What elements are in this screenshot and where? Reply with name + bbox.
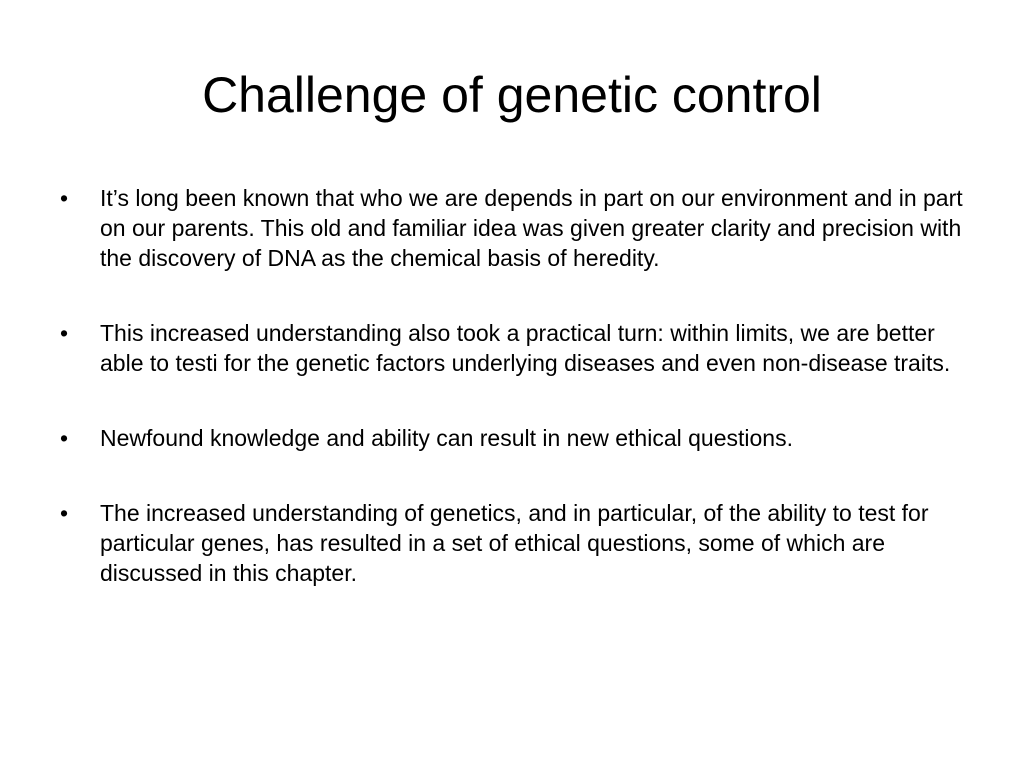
bullet-icon: •	[60, 500, 69, 526]
bullet-item	[58, 498, 968, 588]
bullet-icon: •	[60, 185, 69, 211]
slide-title: Challenge of genetic control	[202, 67, 822, 123]
bullet-icon: •	[60, 320, 69, 346]
bullet-list	[58, 183, 968, 588]
bullet-text: The increased understanding of genetics, and in particular, of the ability to test for particular genes, has resulted in a set of ethical questions, some of which are discussed in this chapter.	[100, 500, 929, 586]
bullet-text: This increased understanding also took a practical turn: within limits, we are better able to testi for the genetic factors underlying diseases and even non-disease traits.	[100, 320, 951, 376]
bullet-text: It’s long been known that who we are depends in part on our environment and in part on our parents. This old and familiar idea was given greater clarity and precision with the discovery of DNA as the chemical basis of heredity.	[100, 185, 963, 271]
bullet-icon: •	[60, 425, 69, 451]
bullet-item	[58, 318, 968, 378]
bullet-item	[58, 183, 968, 273]
bullet-item	[58, 423, 968, 453]
bullet-text: Newfound knowledge and ability can result in new ethical questions.	[100, 425, 793, 451]
